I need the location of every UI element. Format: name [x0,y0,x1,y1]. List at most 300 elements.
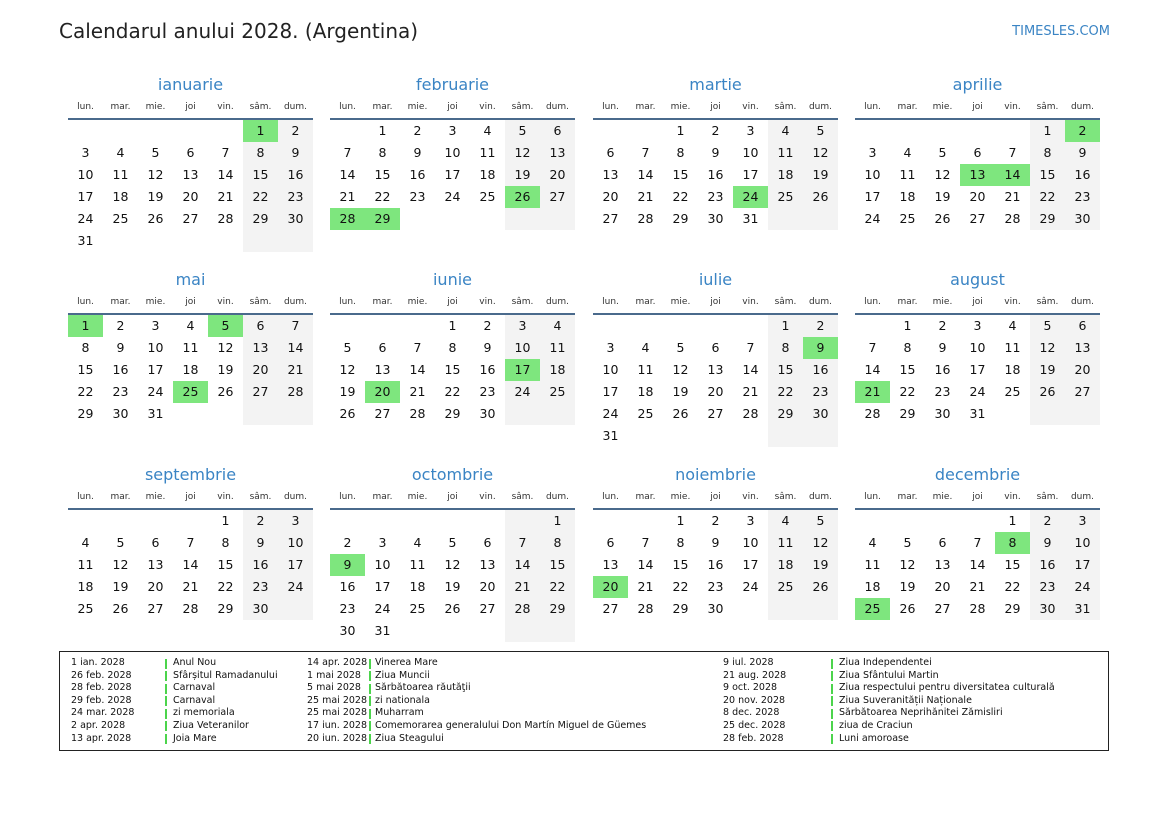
day-cell: 28 [864,406,881,421]
holiday-day-cell: 29 [365,208,400,230]
day-cell: 4 [483,123,492,138]
days-grid [855,120,1100,230]
day-cell: 2 [711,123,720,138]
legend-marker [165,734,167,744]
weekday-label: sâm. [511,102,534,112]
empty-cell [400,510,435,532]
days-grid [330,510,575,642]
day-cell: 12 [803,142,838,164]
day-cell: 28 [742,406,759,421]
site-link[interactable]: TIMESLES.COM [1012,24,1110,39]
empty-cell [855,315,890,337]
day-cell: 11 [768,532,803,554]
day-cell: 21 [182,579,199,594]
weekday-label: sâm. [774,492,797,502]
day-cell: 30 [1065,208,1100,230]
days-grid [68,120,313,252]
weekday-label: mie. [670,492,691,502]
legend-marker [369,734,371,744]
holiday-day-cell: 1 [68,315,103,337]
day-cell: 21 [742,384,759,399]
day-cell: 8 [676,535,685,550]
weekday-label: joi [447,492,458,502]
day-cell: 27 [602,601,619,616]
day-cell: 26 [1030,381,1065,403]
day-cell: 12 [339,362,356,377]
empty-cell [663,315,698,337]
day-cell: 12 [1030,337,1065,359]
legend-date: 21 aug. 2028 [723,669,787,681]
legend-date: 28 feb. 2028 [723,732,784,744]
legend-marker [165,696,167,706]
day-cell: 23 [1030,576,1065,598]
weekday-label: mar. [897,297,918,307]
day-cell: 3 [746,513,755,528]
day-cell: 23 [707,189,724,204]
empty-cell [803,598,838,620]
month-name: mai [175,270,206,289]
day-cell: 26 [444,601,461,616]
day-cell: 24 [147,384,164,399]
empty-cell [173,120,208,142]
day-cell: 11 [112,167,129,182]
day-cell: 5 [343,340,352,355]
empty-cell [1030,403,1065,425]
legend-marker [831,684,833,694]
day-cell: 1 [676,123,685,138]
day-cell: 1 [540,510,575,532]
empty-cell [505,208,540,230]
holiday-day-cell: 21 [855,381,890,403]
weekday-label: vin. [742,492,759,502]
day-cell: 20 [540,164,575,186]
weekday-label: mie. [407,297,428,307]
legend-date: 25 mai 2028 [307,707,368,719]
day-cell: 21 [1004,189,1021,204]
day-cell: 20 [479,579,496,594]
month-iulie [593,269,838,447]
holiday-day-cell: 25 [855,598,890,620]
legend-date: 24 mar. 2028 [71,707,135,719]
legend-marker [369,696,371,706]
empty-cell [890,510,925,532]
day-cell: 31 [77,233,94,248]
day-cell: 16 [479,362,496,377]
days-grid [593,315,838,447]
day-cell: 13 [479,557,496,572]
empty-cell [540,403,575,425]
legend-holiday-name: zi memoriala [173,707,235,719]
day-cell: 14 [742,362,759,377]
empty-cell [68,510,103,532]
weekday-label: dum. [545,492,570,502]
day-cell: 17 [278,554,313,576]
empty-cell [628,120,663,142]
weekday-label: dum. [808,297,833,307]
day-cell: 14 [217,167,234,182]
day-cell: 12 [934,167,951,182]
day-cell: 5 [903,535,912,550]
day-cell: 30 [934,406,951,421]
day-cell: 27 [1065,381,1100,403]
day-cell: 29 [672,211,689,226]
month-name: ianuarie [157,75,224,94]
day-cell: 1 [768,315,803,337]
holiday-day-cell: 5 [208,315,243,337]
legend-date: 28 feb. 2028 [71,682,132,694]
day-cell: 22 [217,579,234,594]
days-grid [330,315,575,425]
day-cell: 20 [1065,359,1100,381]
day-cell: 25 [540,381,575,403]
day-cell: 18 [112,189,129,204]
weekday-label: mie. [145,492,166,502]
empty-cell [278,403,313,425]
day-cell: 18 [540,359,575,381]
day-cell: 17 [742,557,759,572]
legend-date: 9 iul. 2028 [723,657,774,668]
day-cell: 10 [278,532,313,554]
day-cell: 13 [602,557,619,572]
month-name: septembrie [144,465,237,484]
holiday-legend [59,651,1109,751]
day-cell: 27 [602,211,619,226]
weekday-label: vin. [742,297,759,307]
empty-cell [698,425,733,447]
weekday-label: vin. [1004,102,1021,112]
weekday-header [855,486,1100,510]
day-cell: 6 [606,145,615,160]
day-cell: 28 [969,601,986,616]
day-cell: 3 [505,315,540,337]
day-cell: 22 [768,381,803,403]
day-cell: 8 [378,145,387,160]
holiday-day-cell: 20 [365,381,400,403]
weekday-label: mie. [407,492,428,502]
day-cell: 28 [182,601,199,616]
day-cell: 15 [243,164,278,186]
empty-cell [365,315,400,337]
day-cell: 7 [746,340,755,355]
day-cell: 15 [672,557,689,572]
day-cell: 28 [637,211,654,226]
empty-cell [628,315,663,337]
days-grid [593,510,838,620]
day-cell: 9 [413,145,422,160]
day-cell: 19 [1030,359,1065,381]
empty-cell [435,620,470,642]
day-cell: 31 [602,428,619,443]
day-cell: 13 [707,362,724,377]
empty-cell [855,510,890,532]
holiday-day-cell: 17 [505,359,540,381]
weekday-header [68,291,313,315]
weekday-label: mar. [635,297,656,307]
day-cell: 9 [116,340,125,355]
day-cell: 14 [409,362,426,377]
day-cell: 18 [77,579,94,594]
legend-date: 25 mai 2028 [307,694,368,706]
day-cell: 3 [278,510,313,532]
day-cell: 17 [602,384,619,399]
day-cell: 1 [221,513,230,528]
weekday-label: dum. [283,102,308,112]
day-cell: 8 [540,532,575,554]
day-cell: 24 [742,579,759,594]
empty-cell [733,315,768,337]
day-cell: 31 [742,211,759,226]
day-cell: 22 [1030,186,1065,208]
empty-cell [173,510,208,532]
day-cell: 18 [899,189,916,204]
holiday-day-cell: 2 [1065,120,1100,142]
day-cell: 15 [1004,557,1021,572]
empty-cell [470,510,505,532]
day-cell: 14 [637,167,654,182]
day-cell: 15 [217,557,234,572]
day-cell: 6 [243,315,278,337]
day-cell: 6 [938,535,947,550]
day-cell: 18 [1004,362,1021,377]
holiday-day-cell: 25 [173,381,208,403]
day-cell: 21 [217,189,234,204]
day-cell: 22 [540,576,575,598]
month-name: august [950,270,1005,289]
weekday-label: sâm. [511,297,534,307]
weekday-label: dum. [808,102,833,112]
weekday-header [330,291,575,315]
weekday-label: mie. [670,102,691,112]
day-cell: 4 [641,340,650,355]
day-cell: 9 [278,142,313,164]
day-cell: 21 [637,579,654,594]
month-februarie [330,74,575,230]
day-cell: 14 [339,167,356,182]
day-cell: 17 [1065,554,1100,576]
day-cell: 4 [540,315,575,337]
weekday-label: lun. [339,297,356,307]
weekday-label: vin. [742,102,759,112]
day-cell: 12 [803,532,838,554]
day-cell: 3 [81,145,90,160]
day-cell: 28 [505,598,540,620]
day-cell: 29 [77,406,94,421]
day-cell: 13 [374,362,391,377]
day-cell: 11 [409,557,426,572]
legend-holiday-name: Carnaval [173,694,216,706]
day-cell: 13 [602,167,619,182]
day-cell: 7 [221,145,230,160]
month-iunie [330,269,575,425]
legend-date: 17 iun. 2028 [307,719,368,731]
day-cell: 1 [1030,120,1065,142]
day-cell: 19 [217,362,234,377]
day-cell: 22 [77,384,94,399]
weekday-label: lun. [864,492,881,502]
day-cell: 22 [899,384,916,399]
month-name: iulie [698,270,733,289]
day-cell: 23 [112,384,129,399]
weekday-label: sâm. [1036,297,1059,307]
weekday-label: sâm. [774,297,797,307]
day-cell: 24 [374,601,391,616]
weekday-header [593,291,838,315]
day-cell: 6 [973,145,982,160]
empty-cell [733,598,768,620]
weekday-label: sâm. [249,297,272,307]
weekday-label: lun. [77,297,94,307]
day-cell: 16 [1065,164,1100,186]
empty-cell [733,425,768,447]
holiday-day-cell: 1 [243,120,278,142]
page-title: Calendarul anului 2028. (Argentina) [59,19,419,43]
legend-date: 5 mai 2028 [307,682,361,694]
empty-cell [593,120,628,142]
holiday-day-cell: 14 [995,164,1030,186]
day-cell: 13 [1065,337,1100,359]
day-cell: 7 [973,535,982,550]
empty-cell [505,620,540,642]
legend-holiday-name: Comemorarea generalului Don Martín Miguel de Güemes [375,719,647,731]
legend-date: 14 apr. 2028 [307,657,368,668]
day-cell: 7 [278,315,313,337]
empty-cell [768,425,803,447]
day-cell: 7 [868,340,877,355]
day-cell: 29 [899,406,916,421]
day-cell: 17 [374,579,391,594]
day-cell: 19 [934,189,951,204]
weekday-label: joi [972,492,983,502]
day-cell: 20 [243,359,278,381]
day-cell: 22 [374,189,391,204]
day-cell: 8 [903,340,912,355]
day-cell: 1 [903,318,912,333]
day-cell: 29 [768,403,803,425]
day-cell: 21 [339,189,356,204]
day-cell: 30 [243,598,278,620]
weekday-label: mie. [670,297,691,307]
days-grid [593,120,838,230]
day-cell: 16 [339,579,356,594]
day-cell: 10 [969,340,986,355]
day-cell: 16 [409,167,426,182]
empty-cell [1065,403,1100,425]
month-mai [68,269,313,425]
empty-cell [855,120,890,142]
day-cell: 12 [112,557,129,572]
day-cell: 23 [409,189,426,204]
holiday-day-cell: 24 [733,186,768,208]
day-cell: 14 [182,557,199,572]
day-cell: 21 [505,576,540,598]
day-cell: 8 [448,340,457,355]
weekday-label: mie. [932,297,953,307]
weekday-label: mie. [407,102,428,112]
day-cell: 9 [1030,532,1065,554]
day-cell: 4 [116,145,125,160]
legend-marker [831,659,833,669]
day-cell: 22 [1004,579,1021,594]
day-cell: 2 [1030,510,1065,532]
day-cell: 27 [479,601,496,616]
day-cell: 3 [746,123,755,138]
day-cell: 11 [768,142,803,164]
day-cell: 30 [479,406,496,421]
day-cell: 23 [243,576,278,598]
weekday-label: vin. [1004,492,1021,502]
weekday-header [855,291,1100,315]
weekday-label: joi [972,102,983,112]
day-cell: 30 [803,403,838,425]
month-decembrie [855,464,1100,620]
day-cell: 17 [864,189,881,204]
day-cell: 28 [409,406,426,421]
weekday-label: joi [185,297,196,307]
day-cell: 13 [182,167,199,182]
day-cell: 19 [505,164,540,186]
day-cell: 4 [1008,318,1017,333]
day-cell: 15 [672,167,689,182]
weekday-label: dum. [545,297,570,307]
day-cell: 9 [243,532,278,554]
day-cell: 24 [77,211,94,226]
day-cell: 26 [899,601,916,616]
empty-cell [208,403,243,425]
day-cell: 2 [278,120,313,142]
day-cell: 31 [147,406,164,421]
empty-cell [803,425,838,447]
day-cell: 11 [479,145,496,160]
day-cell: 31 [1065,598,1100,620]
day-cell: 15 [1030,164,1065,186]
legend-holiday-name: Anul Nou [173,657,217,668]
legend-marker [369,659,371,669]
empty-cell [138,120,173,142]
legend-holiday-name: Sărbătoarea răutăţii [375,682,471,694]
legend-holiday-name: Sărbătoarea Neprihănitei Zămisliri [839,707,1003,719]
day-cell: 19 [672,384,689,399]
legend-marker [369,709,371,719]
day-cell: 12 [444,557,461,572]
legend-marker [369,684,371,694]
day-cell: 3 [151,318,160,333]
day-cell: 2 [711,513,720,528]
day-cell: 5 [803,120,838,142]
empty-cell [330,315,365,337]
weekday-label: dum. [283,492,308,502]
day-cell: 14 [637,557,654,572]
day-cell: 8 [676,145,685,160]
day-cell: 22 [444,384,461,399]
weekday-label: joi [972,297,983,307]
weekday-header [593,486,838,510]
day-cell: 20 [602,189,619,204]
day-cell: 16 [707,557,724,572]
day-cell: 5 [116,535,125,550]
day-cell: 12 [505,142,540,164]
empty-cell [505,403,540,425]
day-cell: 25 [768,186,803,208]
day-cell: 16 [707,167,724,182]
weekday-label: vin. [217,102,234,112]
day-cell: 14 [969,557,986,572]
empty-cell [365,510,400,532]
legend-holiday-name: Ziua Veteranilor [173,719,249,731]
weekday-label: mar. [897,102,918,112]
day-cell: 25 [77,601,94,616]
month-name: noiembrie [675,465,756,484]
weekday-label: joi [710,102,721,112]
